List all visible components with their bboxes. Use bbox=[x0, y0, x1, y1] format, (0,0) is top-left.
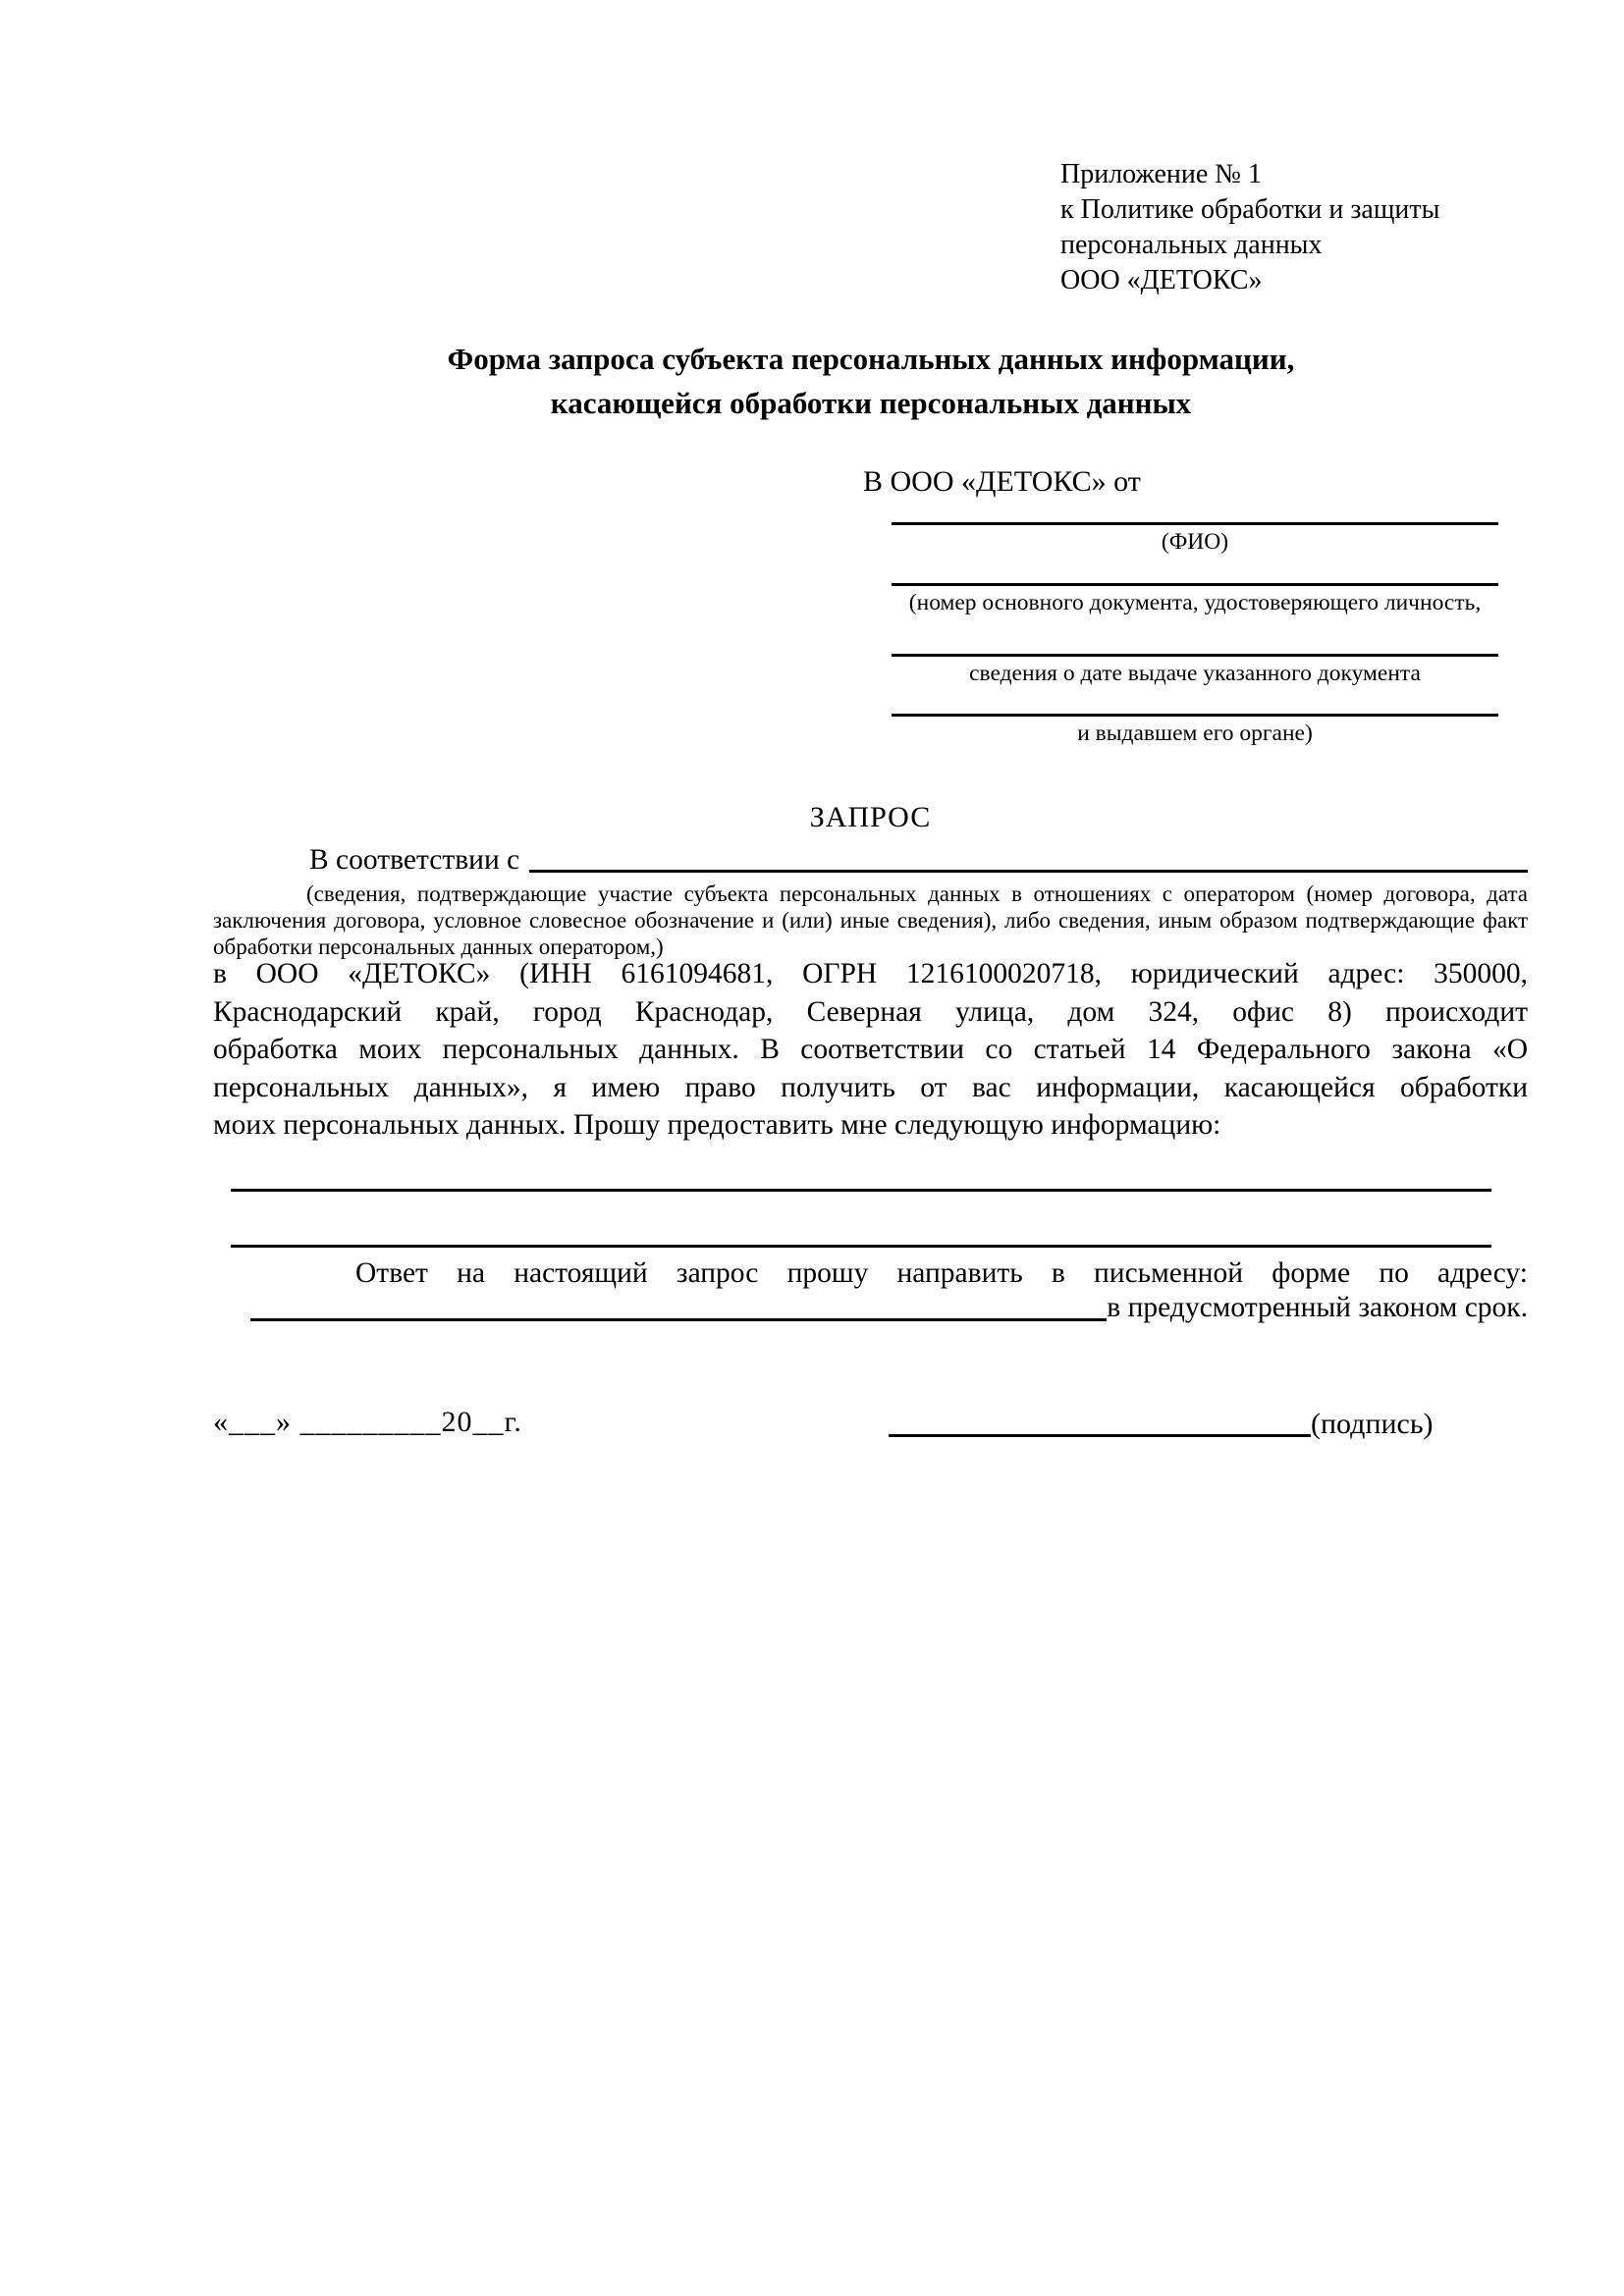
issuing-authority-field bbox=[892, 714, 1498, 747]
header-line-policy: к Политике обработки и защиты bbox=[1060, 194, 1440, 225]
fio-field-caption: (ФИО) bbox=[1161, 529, 1229, 555]
answer-address-row bbox=[213, 1290, 1528, 1325]
issue-date-field bbox=[892, 654, 1498, 687]
body-paragraph-line-1: в ООО «ДЕТОКС» (ИНН 6161094681, ОГРН 1216100020718, юридический адрес: 350000, bbox=[213, 958, 1528, 989]
information-blank-line-2 bbox=[231, 1245, 1491, 1248]
date-blank-line: «___» _________20__г. bbox=[213, 1406, 522, 1438]
appendix-header bbox=[1060, 157, 1439, 298]
document-number-field-caption: (номер основного документа, удостоверяющего личность, bbox=[908, 590, 1482, 615]
body-paragraph-line-2: Краснодарский край, город Краснодар, Северная улица, дом 324, офис 8) происходит bbox=[213, 995, 1528, 1028]
body-paragraph-line-4: персональных данных», я имею право получить от вас информации, касающейся обработки bbox=[213, 1071, 1528, 1103]
answer-tail-label: в предусмотренный законом срок. bbox=[1107, 1292, 1528, 1323]
accordance-line bbox=[213, 842, 1528, 878]
participation-note-line-1: (сведения, подтверждающие участие субъекта персональных данных в отношениях с оператором (номер договора, дата bbox=[306, 881, 1528, 906]
body-paragraph-line-5: моих персональных данных. Прошу предоставить мне следующую информацию: bbox=[213, 1109, 1221, 1141]
issuing-authority-field-caption: и выдавшем его органе) bbox=[1077, 721, 1313, 746]
participation-note-line-3: обработки персональных данных оператором,) bbox=[213, 934, 664, 959]
accordance-blank-line bbox=[529, 842, 1528, 873]
address-blank-line bbox=[250, 1318, 1107, 1321]
document-title-line-1: Форма запроса субъекта персональных данных информации, bbox=[447, 342, 1295, 376]
request-heading: ЗАПРОС bbox=[809, 801, 932, 833]
document-title bbox=[154, 337, 1588, 425]
addressee-line: В ООО «ДЕТОКС» от bbox=[863, 465, 1141, 498]
header-line-personal-data: персональных данных bbox=[1060, 230, 1323, 260]
signature-blank-line bbox=[889, 1434, 1311, 1437]
signature-caption: (подпись) bbox=[1311, 1408, 1434, 1440]
information-blank-line-1 bbox=[231, 1189, 1491, 1192]
participation-note-line-2: заключения договора, условное словесное обозначение и (или) иные сведения), либо сведения, иным образом подтверждающие факт bbox=[213, 908, 1528, 933]
issue-date-field-caption: сведения о дате выдаче указанного документа bbox=[969, 661, 1421, 686]
header-line-appendix-number: Приложение № 1 bbox=[1060, 159, 1262, 189]
answer-request-line: Ответ на настоящий запрос прошу направить в письменной форме по адресу: bbox=[355, 1257, 1528, 1289]
participation-note bbox=[213, 881, 1528, 960]
fio-field bbox=[892, 522, 1498, 556]
header-line-company: ООО «ДЕТОКС» bbox=[1060, 265, 1263, 295]
body-paragraph-line-3: обработка моих персональных данных. В соответствии со статьей 14 Федерального закона «О bbox=[213, 1034, 1528, 1065]
document-title-line-2: касающейся обработки персональных данных bbox=[550, 386, 1192, 420]
signature-row bbox=[889, 1406, 1478, 1442]
accordance-prefix: В соответствии с bbox=[309, 844, 520, 876]
body-paragraph bbox=[213, 955, 1528, 1145]
document-number-field bbox=[892, 583, 1498, 616]
